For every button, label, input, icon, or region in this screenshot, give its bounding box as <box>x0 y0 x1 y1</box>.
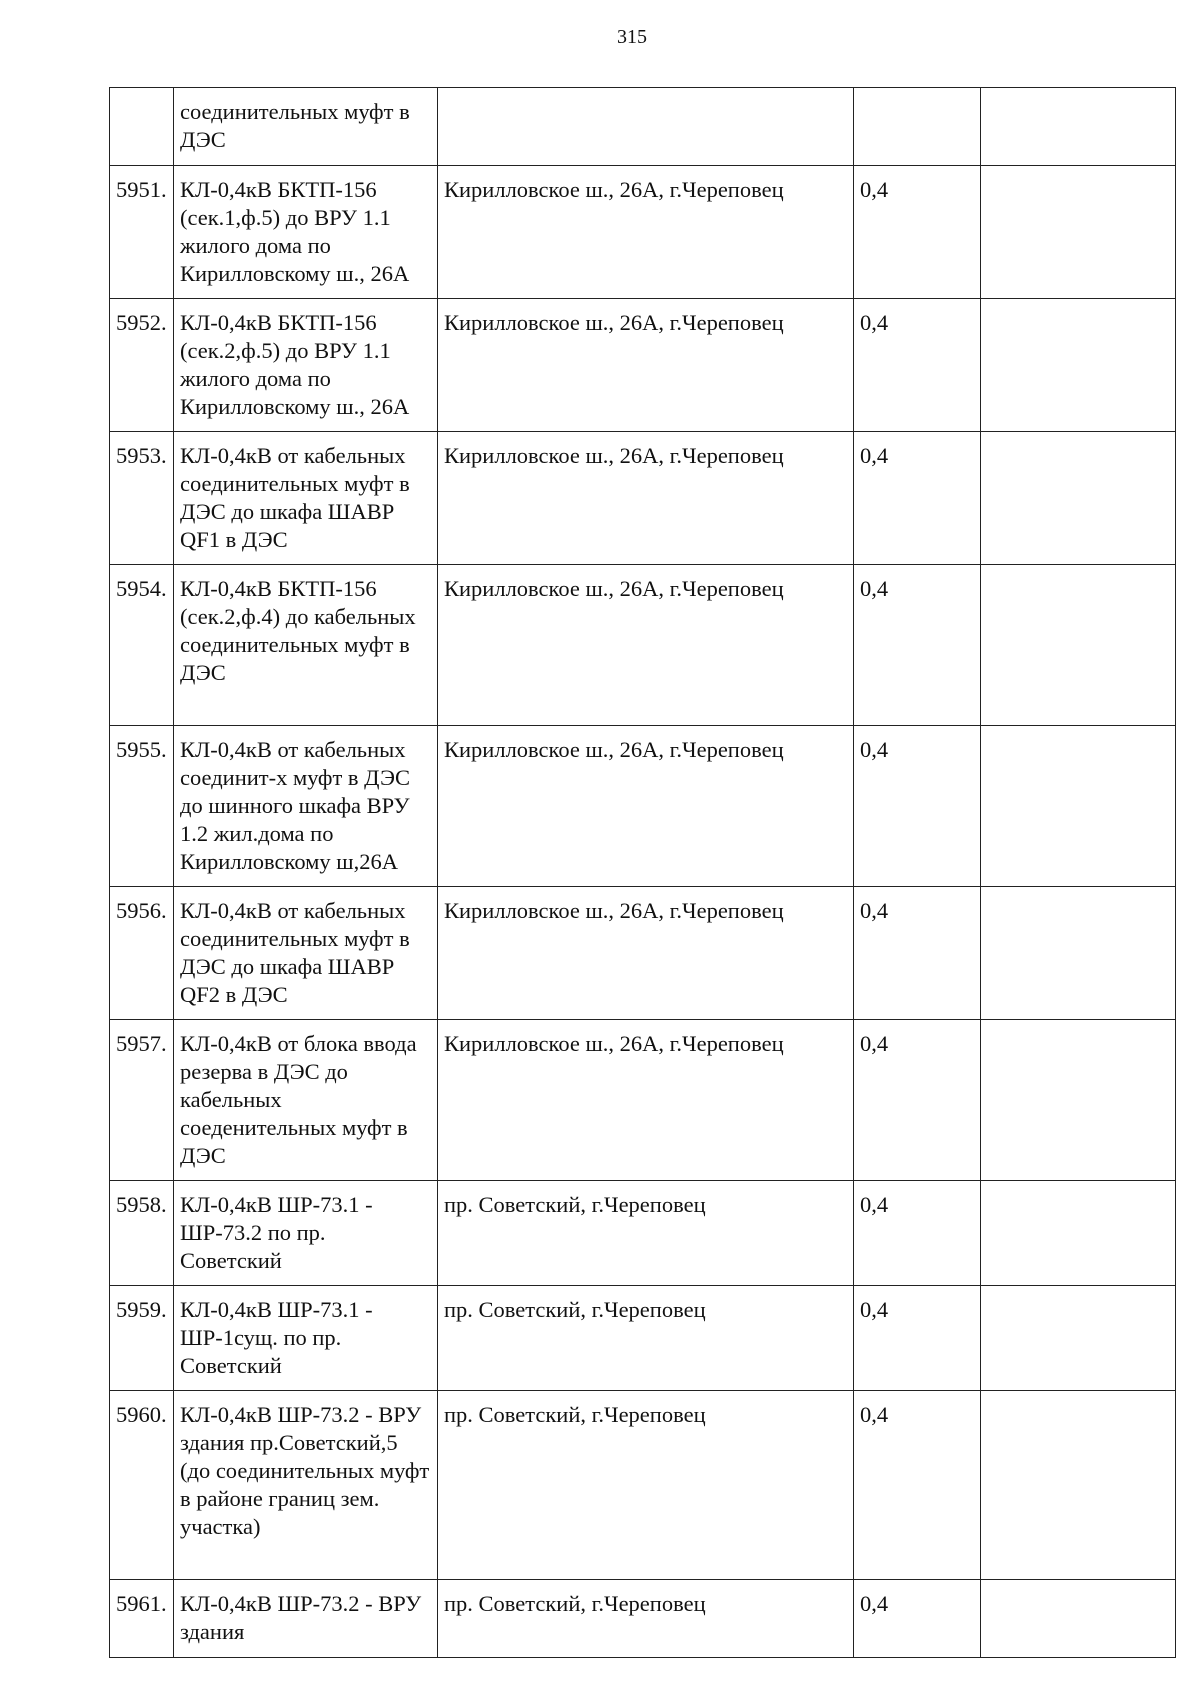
address-cell: Кирилловское ш., 26А, г.Череповец <box>438 166 854 299</box>
row-number-cell: 5960. <box>110 1391 174 1580</box>
line-name-cell: КЛ-0,4кВ ШР-73.1 - ШР-1сущ. по пр. Советский <box>174 1286 438 1391</box>
row-number-cell: 5951. <box>110 166 174 299</box>
table-row <box>110 726 1176 887</box>
line-name-cell: соединительных муфт в ДЭС <box>174 88 438 166</box>
extra-cell <box>981 565 1176 726</box>
voltage-cell: 0,4 <box>854 726 981 887</box>
voltage-cell <box>854 88 981 166</box>
table-row <box>110 887 1176 1020</box>
voltage-cell: 0,4 <box>854 166 981 299</box>
table-body <box>110 88 1176 1658</box>
address-cell <box>438 88 854 166</box>
extra-cell <box>981 88 1176 166</box>
extra-cell <box>981 166 1176 299</box>
address-cell: Кирилловское ш., 26А, г.Череповец <box>438 887 854 1020</box>
voltage-cell: 0,4 <box>854 1580 981 1658</box>
line-name-cell: КЛ-0,4кВ ШР-73.2 - ВРУ здания <box>174 1580 438 1658</box>
extra-cell <box>981 1020 1176 1181</box>
cable-lines-table <box>109 87 1176 1658</box>
line-name-cell: КЛ-0,4кВ БКТП-156 (сек.1,ф.5) до ВРУ 1.1 жилого дома по Кирилловскому ш., 26А <box>174 166 438 299</box>
voltage-cell: 0,4 <box>854 299 981 432</box>
row-number-cell: 5961. <box>110 1580 174 1658</box>
row-number-cell: 5954. <box>110 565 174 726</box>
voltage-cell: 0,4 <box>854 1286 981 1391</box>
voltage-cell: 0,4 <box>854 432 981 565</box>
table-row <box>110 88 1176 166</box>
line-name-cell: КЛ-0,4кВ ШР-73.2 - ВРУ здания пр.Советский,5 (до соединительных муфт в районе границ зем. участка) <box>174 1391 438 1580</box>
address-cell: пр. Советский, г.Череповец <box>438 1181 854 1286</box>
table-row <box>110 432 1176 565</box>
address-cell: Кирилловское ш., 26А, г.Череповец <box>438 565 854 726</box>
table-row <box>110 299 1176 432</box>
page-number: 315 <box>617 26 647 48</box>
line-name-cell: КЛ-0,4кВ БКТП-156 (сек.2,ф.5) до ВРУ 1.1 жилого дома по Кирилловскому ш., 26А <box>174 299 438 432</box>
address-cell: пр. Советский, г.Череповец <box>438 1580 854 1658</box>
row-number-cell: 5955. <box>110 726 174 887</box>
row-number-cell <box>110 88 174 166</box>
address-cell: Кирилловское ш., 26А, г.Череповец <box>438 726 854 887</box>
extra-cell <box>981 726 1176 887</box>
voltage-cell: 0,4 <box>854 887 981 1020</box>
table-row <box>110 1286 1176 1391</box>
extra-cell <box>981 1286 1176 1391</box>
row-number-cell: 5959. <box>110 1286 174 1391</box>
table-row <box>110 1020 1176 1181</box>
table-row <box>110 1391 1176 1580</box>
row-number-cell: 5957. <box>110 1020 174 1181</box>
extra-cell <box>981 432 1176 565</box>
extra-cell <box>981 1391 1176 1580</box>
line-name-cell: КЛ-0,4кВ от кабельных соединит-х муфт в ДЭС до шинного шкафа ВРУ 1.2 жил.дома по Кирилловскому ш,26А <box>174 726 438 887</box>
table-row <box>110 166 1176 299</box>
table-row <box>110 565 1176 726</box>
voltage-cell: 0,4 <box>854 1181 981 1286</box>
extra-cell <box>981 887 1176 1020</box>
line-name-cell: КЛ-0,4кВ от кабельных соединительных муфт в ДЭС до шкафа ШАВР QF1 в ДЭС <box>174 432 438 565</box>
row-number-cell: 5953. <box>110 432 174 565</box>
extra-cell <box>981 299 1176 432</box>
extra-cell <box>981 1580 1176 1658</box>
address-cell: пр. Советский, г.Череповец <box>438 1286 854 1391</box>
table-row <box>110 1181 1176 1286</box>
extra-cell <box>981 1181 1176 1286</box>
row-number-cell: 5958. <box>110 1181 174 1286</box>
line-name-cell: КЛ-0,4кВ от кабельных соединительных муфт в ДЭС до шкафа ШАВР QF2 в ДЭС <box>174 887 438 1020</box>
table-row <box>110 1580 1176 1658</box>
voltage-cell: 0,4 <box>854 565 981 726</box>
address-cell: пр. Советский, г.Череповец <box>438 1391 854 1580</box>
voltage-cell: 0,4 <box>854 1020 981 1181</box>
line-name-cell: КЛ-0,4кВ БКТП-156 (сек.2,ф.4) до кабельных соединительных муфт в ДЭС <box>174 565 438 726</box>
line-name-cell: КЛ-0,4кВ от блока ввода резерва в ДЭС до кабельных соеденительных муфт в ДЭС <box>174 1020 438 1181</box>
row-number-cell: 5956. <box>110 887 174 1020</box>
address-cell: Кирилловское ш., 26А, г.Череповец <box>438 1020 854 1181</box>
row-number-cell: 5952. <box>110 299 174 432</box>
line-name-cell: КЛ-0,4кВ ШР-73.1 - ШР-73.2 по пр. Советский <box>174 1181 438 1286</box>
address-cell: Кирилловское ш., 26А, г.Череповец <box>438 299 854 432</box>
address-cell: Кирилловское ш., 26А, г.Череповец <box>438 432 854 565</box>
voltage-cell: 0,4 <box>854 1391 981 1580</box>
